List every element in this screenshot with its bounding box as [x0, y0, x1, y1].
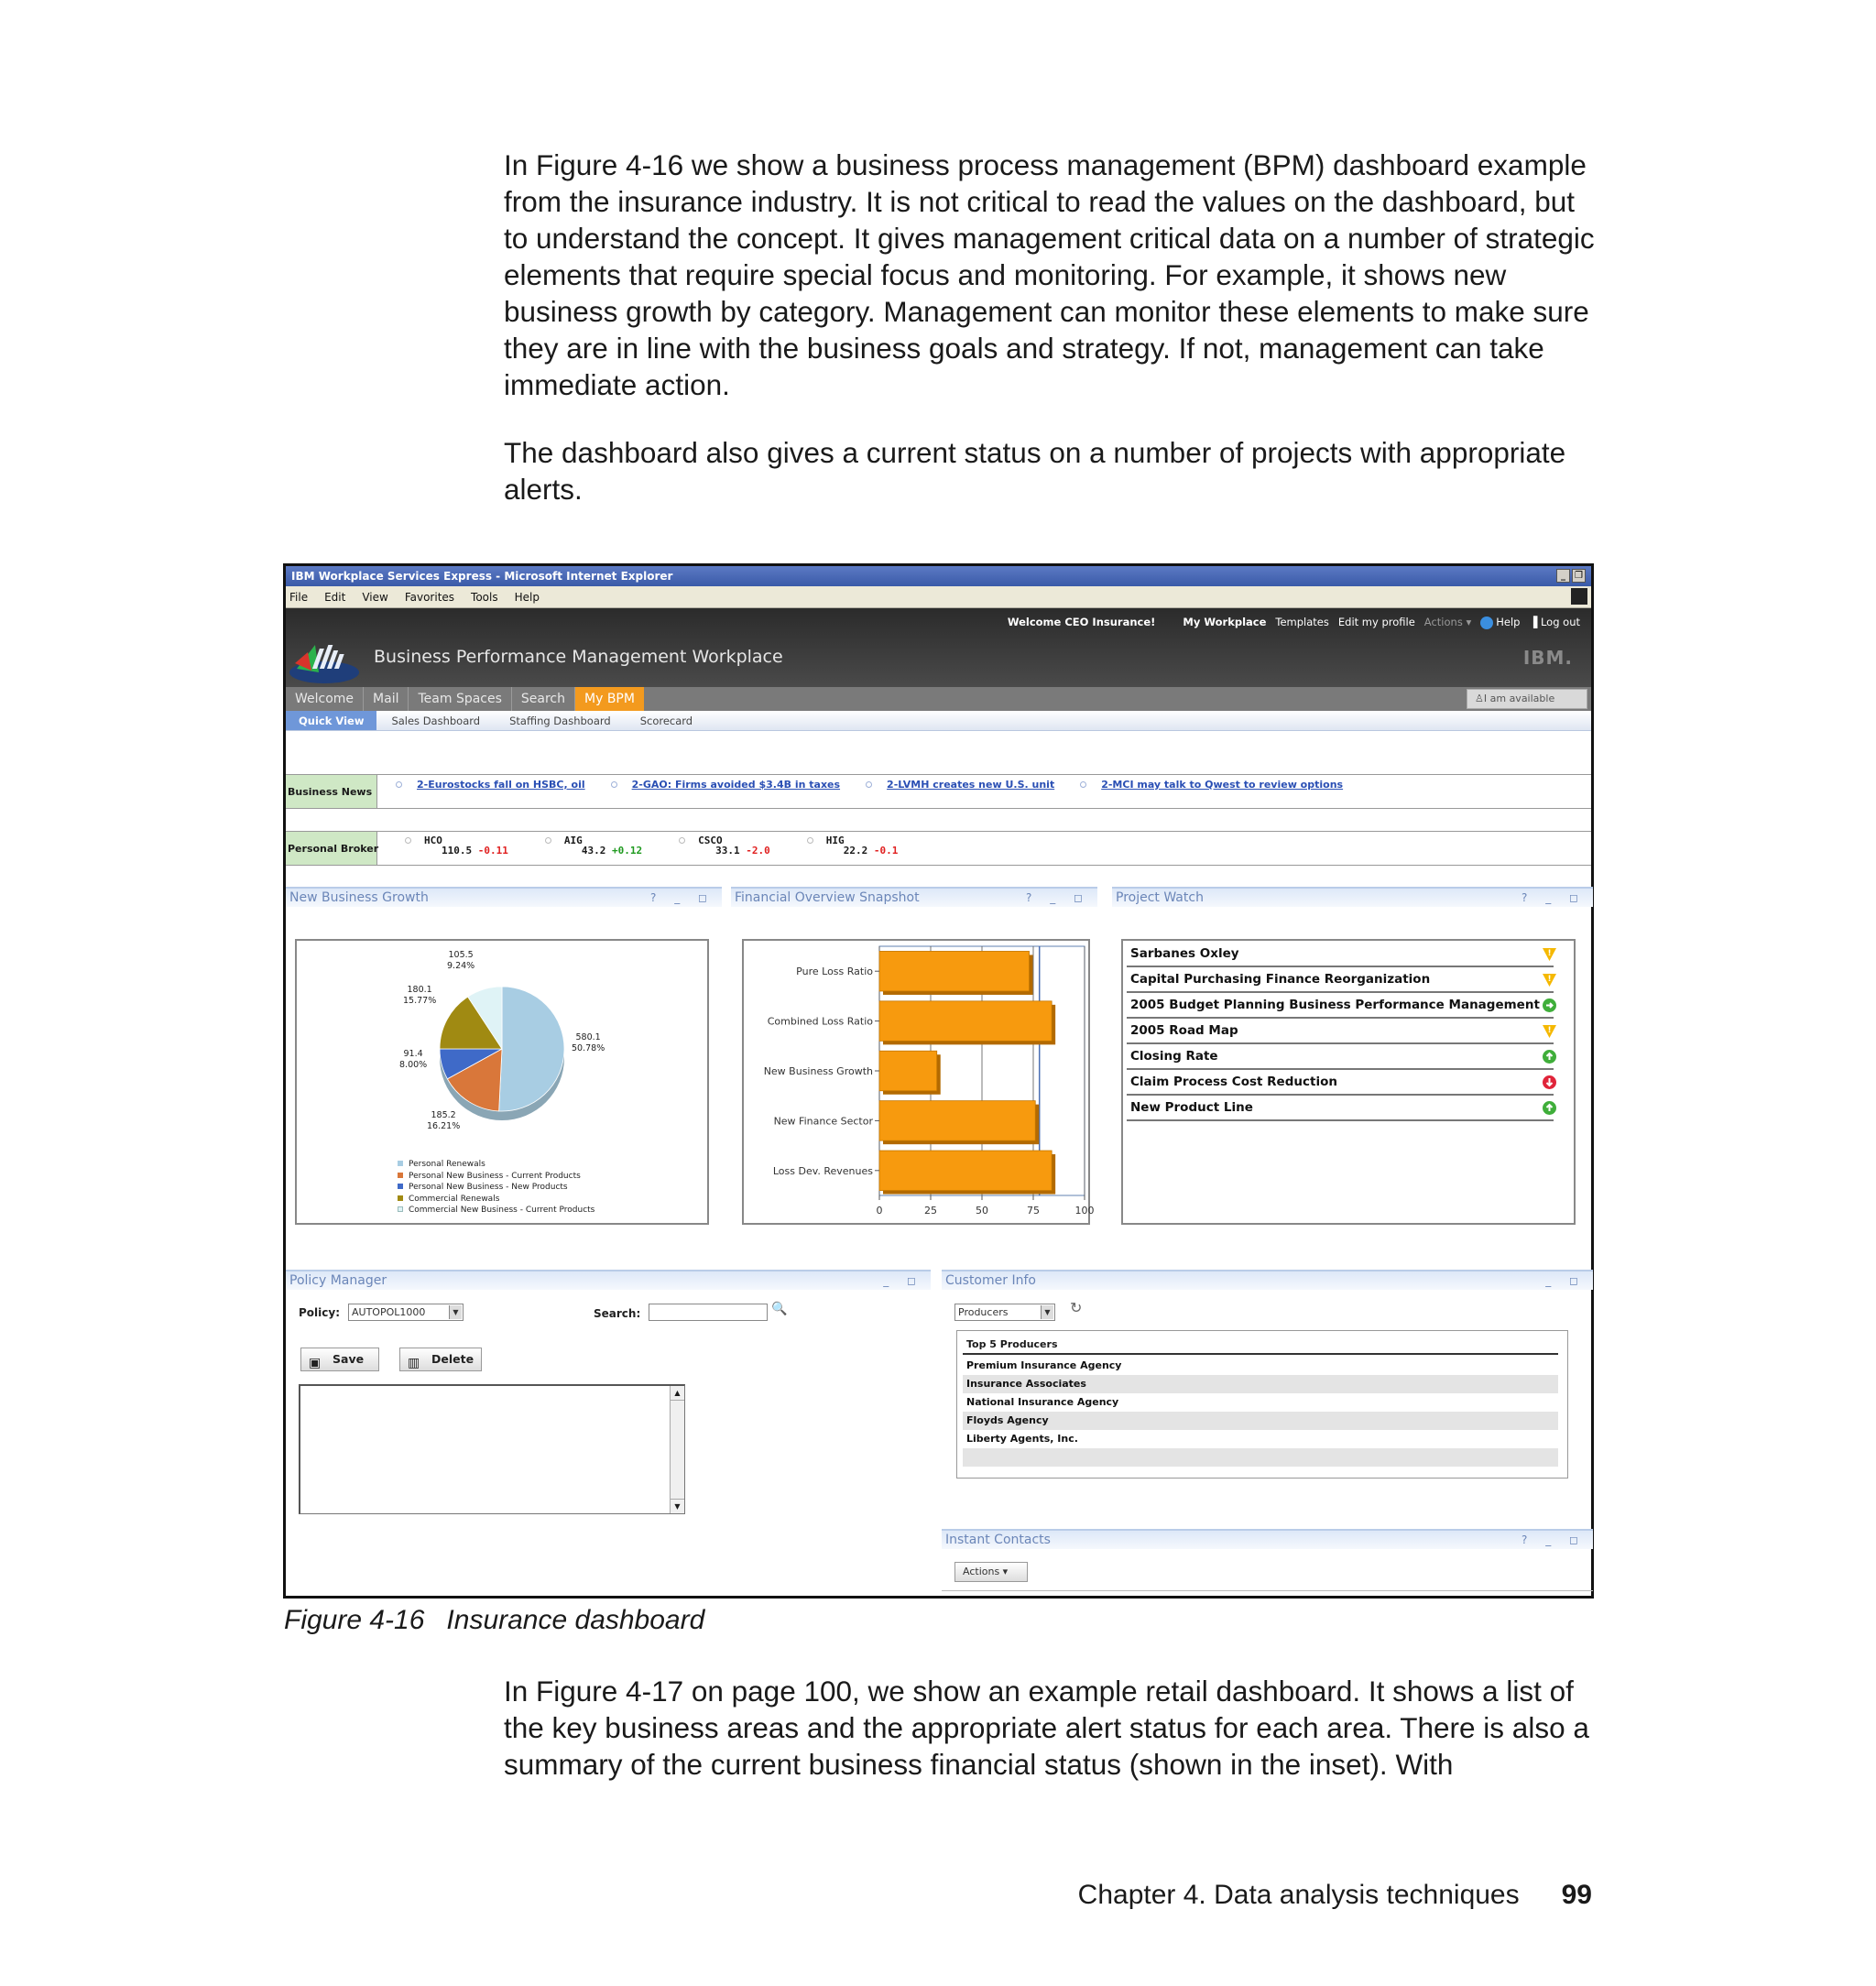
news-item — [611, 779, 840, 791]
producers-table — [956, 1330, 1568, 1479]
ok-status-icon — [1542, 998, 1557, 1013]
actions-label: Actions — [1423, 616, 1463, 629]
y-category-label: Combined Loss Ratio — [767, 1015, 873, 1028]
project-row[interactable]: Closing Rate — [1127, 1045, 1554, 1070]
tab-quick-view[interactable]: Quick View — [286, 711, 376, 730]
quote-symbol: HCO — [424, 835, 442, 846]
pie-label-personal-new-current: 185.2 16.21% — [427, 1110, 461, 1131]
portlet-title: Instant Contacts — [945, 1533, 1051, 1547]
table-row[interactable]: Floyds Agency — [963, 1412, 1558, 1430]
x-tick-label: 50 — [976, 1205, 988, 1217]
y-category-label: New Business Growth — [763, 1065, 873, 1077]
pie-label-personal-renewals: 580.1 50.78% — [572, 1032, 605, 1053]
portlet-controls[interactable]: _ ◻ — [883, 1274, 923, 1287]
bullet-icon — [611, 781, 617, 788]
figure-title: Insurance dashboard — [446, 1605, 705, 1635]
menu-edit[interactable]: Edit — [324, 591, 346, 604]
portlet-title: Project Watch — [1116, 890, 1204, 905]
save-button[interactable]: ▣ Save — [300, 1348, 379, 1371]
personal-broker-strip — [286, 831, 1591, 866]
project-row[interactable]: Capital Purchasing Finance Reorganization ! — [1127, 968, 1554, 993]
bpm-logo-icon — [288, 636, 361, 683]
project-row[interactable]: 2005 Road Map ! — [1127, 1020, 1554, 1044]
legend-swatch — [398, 1184, 403, 1189]
nav-welcome[interactable]: Welcome — [286, 687, 364, 711]
bullet-icon — [679, 837, 685, 844]
portlet-header-customer — [942, 1270, 1593, 1290]
news-item — [866, 779, 1054, 791]
quote-change: -0.1 — [873, 845, 899, 857]
windows-logo-icon — [1571, 588, 1587, 605]
pie-label-commercial-new: 105.5 9.24% — [447, 950, 475, 971]
alert-status-icon — [1542, 1075, 1557, 1090]
stock-quotes — [405, 835, 898, 857]
table-header: Top 5 Producers — [963, 1335, 1558, 1355]
growth-pie-panel — [295, 939, 709, 1225]
legend-item: Personal New Business - Current Products — [398, 1171, 594, 1183]
x-tick-label: 25 — [924, 1205, 937, 1217]
logout-icon: ▐ — [1529, 616, 1541, 629]
news-link-2[interactable]: 2-GAO: Firms avoided $3.4B in taxes — [631, 779, 841, 791]
tab-sales-dashboard[interactable]: Sales Dashboard — [391, 715, 481, 727]
policy-details-textarea[interactable] — [299, 1384, 685, 1514]
page-footer — [0, 1880, 1592, 1911]
ok-status-icon — [1542, 1100, 1557, 1116]
body-paragraph-3: In Figure 4-17 on page 100, we show an example retail dashboard. It shows a list of the key business areas and the appropriate alert status for each area. There is also a summary of the current business financial status (shown in the inset). With — [504, 1675, 1589, 1781]
tab-scorecard[interactable]: Scorecard — [639, 715, 693, 727]
help-link[interactable] — [1480, 616, 1520, 629]
save-icon: ▣ — [309, 1356, 322, 1370]
trash-icon: ▥ — [408, 1356, 420, 1370]
pie-slice — [499, 987, 564, 1111]
news-items — [396, 779, 1343, 791]
scroll-down-icon[interactable]: ▼ — [671, 1499, 684, 1513]
search-label: Search: — [594, 1307, 641, 1320]
news-item — [1080, 779, 1343, 791]
figure-number: Figure 4-16 — [284, 1605, 425, 1635]
policy-select[interactable]: AUTOPOL1000 ▼ — [348, 1304, 464, 1321]
portlet-controls[interactable]: ? _ ◻ — [650, 891, 714, 904]
warning-status-icon — [1542, 1023, 1557, 1039]
app-title: Business Performance Management Workplace — [374, 647, 783, 667]
bar — [879, 1051, 937, 1091]
portlet-header-growth — [286, 887, 722, 907]
news-link-1[interactable]: 2-Eurostocks fall on HSBC, oil — [417, 779, 585, 791]
portlet-header-contacts — [942, 1529, 1593, 1549]
portlet-controls[interactable]: _ ◻ — [1545, 1274, 1586, 1287]
refresh-icon[interactable]: ↻ — [1070, 1299, 1083, 1316]
empty-row — [963, 1448, 1558, 1467]
quote-symbol: AIG — [563, 835, 583, 846]
quote-change: +0.12 — [612, 845, 643, 857]
ibm-logo: IBM. — [1522, 647, 1573, 669]
legend-swatch — [398, 1161, 403, 1166]
business-news-label: Business News — [286, 775, 377, 808]
bar-chart — [744, 941, 1095, 1227]
menu-file[interactable]: File — [289, 591, 309, 604]
news-item — [396, 779, 585, 791]
logout-label: Log out — [1540, 616, 1580, 629]
legend-item: Commercial New Business - Current Products — [398, 1205, 594, 1217]
business-news-strip — [286, 774, 1591, 809]
browser-menubar — [286, 586, 1591, 608]
page-number: 99 — [1561, 1880, 1592, 1910]
chevron-down-icon: ▼ — [1041, 1305, 1053, 1319]
restore-icon[interactable]: ❐ — [1572, 569, 1586, 583]
quote-symbol: HIG — [825, 835, 845, 846]
availability-status[interactable] — [1467, 689, 1587, 709]
window-controls — [1556, 569, 1586, 583]
bar — [879, 1151, 1052, 1191]
bullet-icon — [866, 781, 872, 788]
warning-status-icon — [1542, 946, 1557, 962]
menu-help[interactable]: Help — [514, 591, 540, 604]
bar — [879, 1101, 1035, 1141]
legend-swatch — [398, 1173, 403, 1178]
y-category-label: New Finance Sector — [773, 1115, 873, 1128]
x-tick-label: 100 — [1074, 1205, 1095, 1217]
portlet-title: Financial Overview Snapshot — [735, 890, 920, 905]
nav-mail[interactable]: Mail — [364, 687, 409, 711]
quote-hco[interactable] — [405, 835, 508, 857]
top-links — [1008, 616, 1580, 629]
x-tick-label: 75 — [1027, 1205, 1040, 1217]
customer-select[interactable]: Producers ▼ — [954, 1304, 1055, 1321]
dashboard-screenshot — [283, 563, 1594, 1599]
table-row[interactable]: Premium Insurance Agency — [966, 1359, 1122, 1371]
welcome-text: Welcome CEO Insurance! — [1007, 616, 1156, 629]
sub-navigation — [286, 711, 1591, 731]
portlet-title: New Business Growth — [289, 890, 429, 905]
svg-text:!: ! — [1547, 975, 1552, 984]
menu-favorites[interactable]: Favorites — [404, 591, 455, 604]
policy-label: Policy: — [299, 1306, 340, 1319]
logout-link[interactable] — [1529, 616, 1580, 628]
edit-profile-link[interactable]: Edit my profile — [1337, 616, 1415, 629]
bullet-icon — [405, 837, 411, 844]
help-icon — [1480, 617, 1493, 629]
quote-price: 43.2 — [581, 845, 606, 857]
quote-change: -0.11 — [477, 845, 508, 857]
help-label: Help — [1496, 616, 1521, 628]
svg-text:!: ! — [1547, 1026, 1552, 1035]
portlet-header-projects — [1112, 887, 1593, 907]
portlet-controls[interactable]: ? _ ◻ — [1522, 1533, 1586, 1546]
menu-view[interactable]: View — [362, 591, 388, 604]
main-navigation — [286, 687, 1591, 711]
divider — [942, 1590, 1593, 1591]
portlet-title: Customer Info — [945, 1273, 1036, 1288]
portal-banner — [286, 608, 1591, 687]
project-watch-panel — [1121, 939, 1576, 1225]
legend-item: Commercial Renewals — [398, 1194, 594, 1206]
availability-label: I am available — [1483, 693, 1555, 704]
project-row[interactable]: New Product Line — [1127, 1097, 1554, 1121]
pie-legend — [398, 1159, 594, 1217]
table-row[interactable]: National Insurance Agency — [966, 1396, 1119, 1408]
contacts-actions-button[interactable]: Actions ▾ — [954, 1562, 1028, 1582]
person-icon: ♙ — [1475, 693, 1484, 704]
chapter-title: Chapter 4. Data analysis techniques — [1077, 1880, 1520, 1910]
legend-item: Personal Renewals — [398, 1159, 594, 1171]
quote-csco[interactable] — [679, 835, 770, 857]
quote-hig[interactable] — [807, 835, 899, 857]
bullet-icon — [396, 781, 402, 788]
my-workplace-link[interactable]: My Workplace — [1183, 616, 1267, 629]
warning-status-icon — [1542, 972, 1557, 988]
financial-bar-panel — [742, 939, 1095, 1225]
scroll-up-icon[interactable]: ▲ — [671, 1386, 684, 1401]
y-category-label: Pure Loss Ratio — [796, 966, 873, 978]
pie-label-commercial-renewals: 180.1 15.77% — [403, 985, 437, 1006]
news-link-4[interactable]: 2-MCI may talk to Qwest to review options — [1101, 779, 1344, 791]
policy-search-input[interactable] — [649, 1304, 768, 1321]
quote-price: 110.5 — [442, 845, 473, 857]
legend-item: Personal New Business - New Products — [398, 1182, 594, 1194]
project-row[interactable]: 2005 Budget Planning Business Performance Management — [1127, 994, 1554, 1019]
legend-swatch — [398, 1206, 403, 1212]
bullet-icon — [545, 837, 551, 844]
personal-broker-label: Personal Broker — [286, 832, 377, 865]
quote-price: 22.2 — [843, 845, 868, 857]
tab-staffing-dashboard[interactable]: Staffing Dashboard — [509, 715, 611, 727]
portlet-controls[interactable]: ? _ ◻ — [1026, 891, 1090, 904]
portlet-header-policy — [286, 1270, 931, 1290]
news-link-3[interactable]: 2-LVMH creates new U.S. unit — [887, 779, 1055, 791]
window-titlebar — [286, 566, 1591, 586]
menu-tools[interactable]: Tools — [471, 591, 498, 604]
window-title: IBM Workplace Services Express - Microsoft Internet Explorer — [291, 570, 673, 583]
nav-my-bpm[interactable]: My BPM — [575, 687, 644, 711]
actions-menu[interactable]: Actions ▾ — [1423, 616, 1472, 629]
figure-caption — [284, 1605, 704, 1636]
portlet-controls[interactable]: ? _ ◻ — [1522, 891, 1586, 904]
table-row[interactable]: Insurance Associates — [963, 1375, 1558, 1393]
legend-swatch — [398, 1195, 403, 1201]
quote-symbol: CSCO — [698, 835, 723, 846]
search-icon[interactable]: 🔍 — [771, 1302, 788, 1316]
pie-label-personal-new-new: 91.4 8.00% — [399, 1049, 428, 1070]
ok-status-icon — [1542, 1049, 1557, 1064]
quote-change: -2.0 — [746, 845, 770, 857]
delete-button[interactable]: ▥ Delete — [399, 1348, 482, 1371]
body-paragraph-2: The dashboard also gives a current status on a number of projects with appropriate alerts. — [504, 436, 1566, 506]
body-paragraph-1: In Figure 4-16 we show a business process management (BPM) dashboard example from the insurance industry. It is not critical to read the values on the dashboard, but to understand the concept. It gives management critical data on a number of strategic elements that require special focus and monitoring. For example, it shows new business growth by category. Management can monitor these elements to make sure they are in line with the business goals and strategy. If not, management can take immediate action. — [504, 148, 1595, 401]
project-row[interactable]: Sarbanes Oxley ! — [1127, 943, 1554, 967]
portlet-title: Policy Manager — [289, 1273, 387, 1288]
svg-text:!: ! — [1547, 949, 1552, 958]
bar — [879, 1001, 1052, 1042]
minimize-icon[interactable]: _ — [1556, 569, 1570, 583]
bullet-icon — [807, 837, 813, 844]
x-tick-label: 0 — [876, 1205, 883, 1217]
portlet-header-financial — [731, 887, 1097, 907]
quote-aig[interactable] — [545, 835, 642, 857]
project-row[interactable]: Claim Process Cost Reduction — [1127, 1071, 1554, 1096]
chevron-down-icon: ▼ — [449, 1305, 462, 1319]
quote-price: 33.1 — [715, 845, 740, 857]
nav-search[interactable]: Search — [512, 687, 575, 711]
table-row[interactable]: Liberty Agents, Inc. — [966, 1433, 1078, 1445]
bar — [879, 951, 1030, 991]
nav-team-spaces[interactable]: Team Spaces — [409, 687, 511, 711]
scrollbar[interactable] — [670, 1386, 684, 1513]
templates-link[interactable]: Templates — [1275, 616, 1329, 629]
y-category-label: Loss Dev. Revenues — [772, 1164, 873, 1177]
bullet-icon — [1080, 781, 1086, 788]
